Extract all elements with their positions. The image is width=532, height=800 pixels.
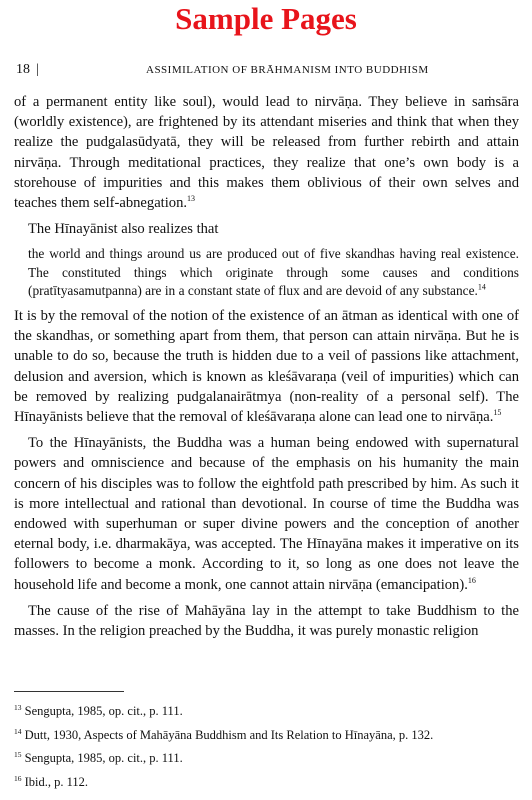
paragraph: It is by the removal of the notion of the existence of an ātman as identical with one of the skandhas, or something apart from them, that person can attain nirvāṇa. But he is unable to do so, because the truth is hidden due to a veil of passions like attachment, delusion and aversion, which is known as kleśāvaraṇa (veil of impurities) which can be removed by realizing pudgalanairātmya (non-reality of a personal self). The Hīnayānists believe that the removal of kleśāvaraṇa alone can lead one to nirvāṇa.$^{15}$	[14, 308, 519, 426]
footnote: $^{13}$ Sengupta, 1985, op. cit., p. 111.	[14, 702, 183, 718]
page-header	[16, 62, 516, 84]
footnote-ref: 16	[467, 575, 476, 585]
page-number: 18	[16, 62, 30, 77]
footnote: $^{15}$ Sengupta, 1985, op. cit., p. 111.	[14, 749, 183, 765]
footnote-ref: 14	[477, 282, 486, 292]
footnote-ref: 15	[493, 408, 502, 418]
block-quote: the world and things around us are produced out of five skandhas having real existence. The constituted things which originate through some causes and conditions (pratītyasamutpanna) are in a constant state of flux and are devoid of any substance.$^{14}$	[28, 246, 519, 298]
sample-pages-banner: Sample Pages	[175, 1, 357, 36]
quote-intro: The Hīnayānist also realizes that	[28, 221, 219, 238]
running-title: ASSIMILATION OF BRĀHMANISM INTO BUDDHISM	[146, 64, 429, 76]
footnote-rule	[14, 691, 124, 692]
footnote-ref: 13	[187, 194, 196, 204]
footnotes	[14, 700, 519, 794]
footnote: $^{16}$ Ibid., p. 112.	[14, 773, 89, 789]
footnote: $^{14}$ Dutt, 1930, Aspects of Mahāyāna Buddhism and Its Relation to Hīnayāna, p. 132.	[14, 726, 434, 742]
page-body	[14, 92, 519, 641]
paragraph: To the Hīnayānists, the Buddha was a human being endowed with supernatural powers and omniscience and because of the emphasis on his humanity the main concern of his disciples was to follow the eightfold path prescribed by him. As such it is more intellectual and rational than devotional. In course of time the Buddha was endowed with superhuman or super divine powers and the conception of another eternal body, i.e. dharmakāya, was accepted. The Hīnayāna makes it imperative on its followers to become a monk. According to it, so long as one does not leave the household life and become a monk, one cannot attain nirvāṇa (emancipation).$^{16}$	[14, 435, 519, 593]
paragraph: of a permanent entity like soul), would lead to nirvāṇa. They believe in saṁsāra (worldly existence), are frightened by its attendant miseries and think that when they realize the pudgalasūdyatā, they will be released from further rebirth and attain nirvāṇa. Through meditational practices, they realize that one’s own body is a storehouse of impurities and this makes them oblivious of their own selves and teaches them self-abnegation.$^{13}$	[14, 94, 519, 212]
paragraph: The cause of the rise of Mahāyāna lay in the attempt to take Buddhism to the masses. In the religion preached by the Buddha, it was purely monastic religion	[14, 602, 519, 640]
header-separator: |	[36, 62, 39, 77]
